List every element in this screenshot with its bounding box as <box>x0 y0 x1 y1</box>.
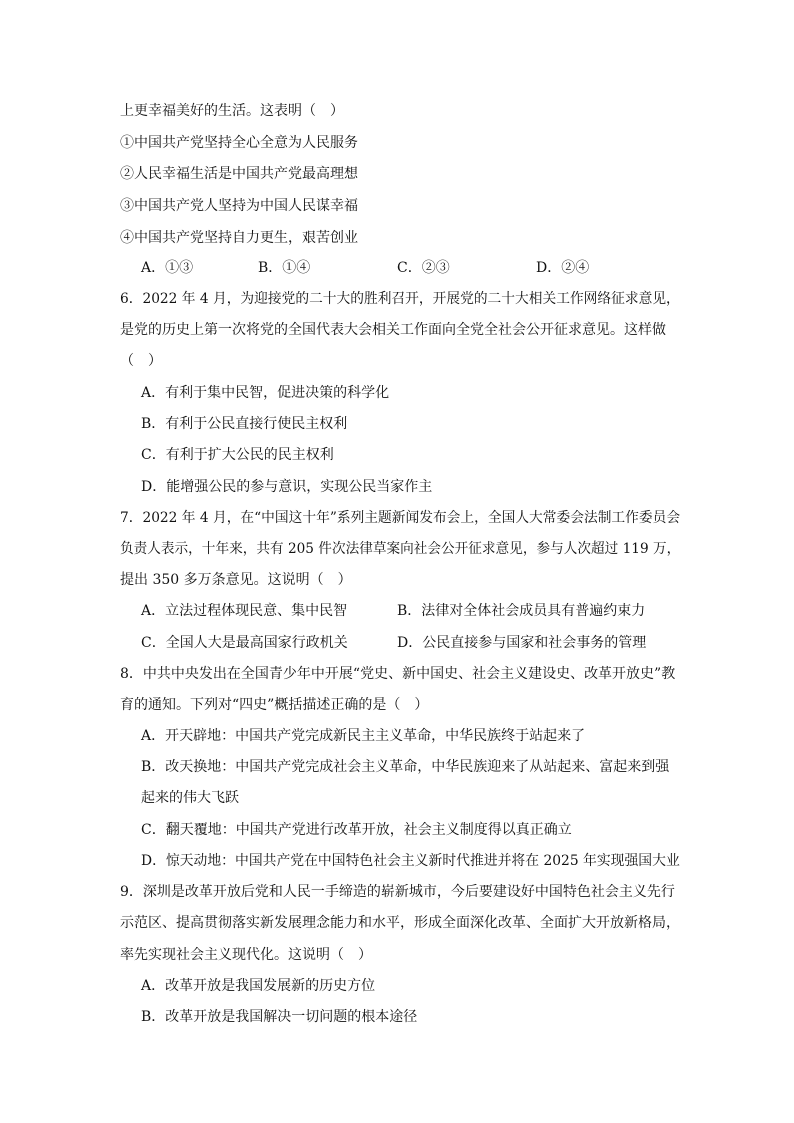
q6-stem-line-2: 是党的历史上第一次将党的全国代表大会相关工作面向全党全社会公开征求意见。这样做 <box>120 322 666 338</box>
q5-item-4: ④中国共产党坚持自力更生，艰苦创业 <box>120 230 358 246</box>
q7-options-row-1 <box>0 601 794 621</box>
q5-option-a: A．①③ <box>141 260 194 276</box>
q7-options-row-2 <box>0 633 794 653</box>
q5-option-d: D．②④ <box>536 260 590 276</box>
q6-stem-line-3: （ ） <box>120 353 162 369</box>
q8-option-c: C．翻天覆地：中国共产党进行改革开放，社会主义制度得以真正确立 <box>141 822 572 838</box>
q5-option-b: B．①④ <box>258 260 311 276</box>
q5-item-1: ①中国共产党坚持全心全意为人民服务 <box>120 135 358 151</box>
q9-option-a: A．改革开放是我国发展新的历史方位 <box>141 978 376 994</box>
q5-options <box>0 258 794 278</box>
q6-option-c: C．有利于扩大公民的民主权利 <box>141 447 334 463</box>
q7-option-a: A．立法过程体现民意、集中民智 <box>141 603 348 619</box>
q7-option-b: B．法律对全体社会成员具有普遍约束力 <box>397 603 646 619</box>
q5-item-2: ②人民幸福生活是中国共产党最高理想 <box>120 166 358 182</box>
q7-stem-line-1: 7．2022 年 4 月，在“中国这十年”系列主题新闻发布会上，全国人大常委会法制工作委员会 <box>120 510 681 526</box>
q6-option-d: D．能增强公民的参与意识，实现公民当家作主 <box>141 479 433 495</box>
q8-option-d: D．惊天动地：中国共产党在中国特色社会主义新时代推进并将在 2025 年实现强国大业 <box>141 853 680 869</box>
q5-item-3: ③中国共产党人坚持为中国人民谋幸福 <box>120 198 358 214</box>
q7-stem-line-2: 负责人表示，十年来，共有 205 件次法律草案向社会公开征求意见，参与人次超过 119 万， <box>120 541 681 557</box>
q5-option-c: C．②③ <box>397 260 450 276</box>
q9-stem-line-1: 9．深圳是改革开放后党和人民一手缔造的崭新城市，今后要建设好中国特色社会主义先行 <box>120 884 675 900</box>
q6-stem-line-1: 6．2022 年 4 月，为迎接党的二十大的胜利召开，开展党的二十大相关工作网络征求意见， <box>120 291 680 307</box>
q7-option-c: C．全国人大是最高国家行政机关 <box>141 635 348 651</box>
q6-option-a: A．有利于集中民智，促进决策的科学化 <box>141 385 390 401</box>
q6-option-b: B．有利于公民直接行使民主权利 <box>141 416 348 432</box>
q8-stem-line-1: 8．中共中央发出在全国青少年中开展“党史、新中国史、社会主义建设史、改革开放史”教 <box>120 666 676 682</box>
q8-option-b-cont: 起来的伟大飞跃 <box>141 790 239 806</box>
q8-stem-line-2: 育的通知。下列对“四史”概括描述正确的是（ ） <box>120 697 429 713</box>
q5-stem-tail: 上更幸福美好的生活。这表明（ ） <box>120 103 344 119</box>
q8-option-a: A．开天辟地：中国共产党完成新民主主义革命，中华民族终于站起来了 <box>141 728 586 744</box>
q7-option-d: D．公民直接参与国家和社会事务的管理 <box>397 635 647 651</box>
q8-option-b: B．改天换地：中国共产党完成社会主义革命，中华民族迎来了从站起来、富起来到强 <box>141 759 670 775</box>
q9-stem-line-2: 示范区、提高贯彻落实新发展理念能力和水平，形成全面深化改革、全面扩大开放新格局， <box>120 915 680 931</box>
q9-option-b: B．改革开放是我国解决一切问题的根本途径 <box>141 1009 418 1025</box>
q9-stem-line-3: 率先实现社会主义现代化。这说明（ ） <box>120 947 372 963</box>
q7-stem-line-3: 提出 350 多万条意见。这说明（ ） <box>120 572 352 588</box>
